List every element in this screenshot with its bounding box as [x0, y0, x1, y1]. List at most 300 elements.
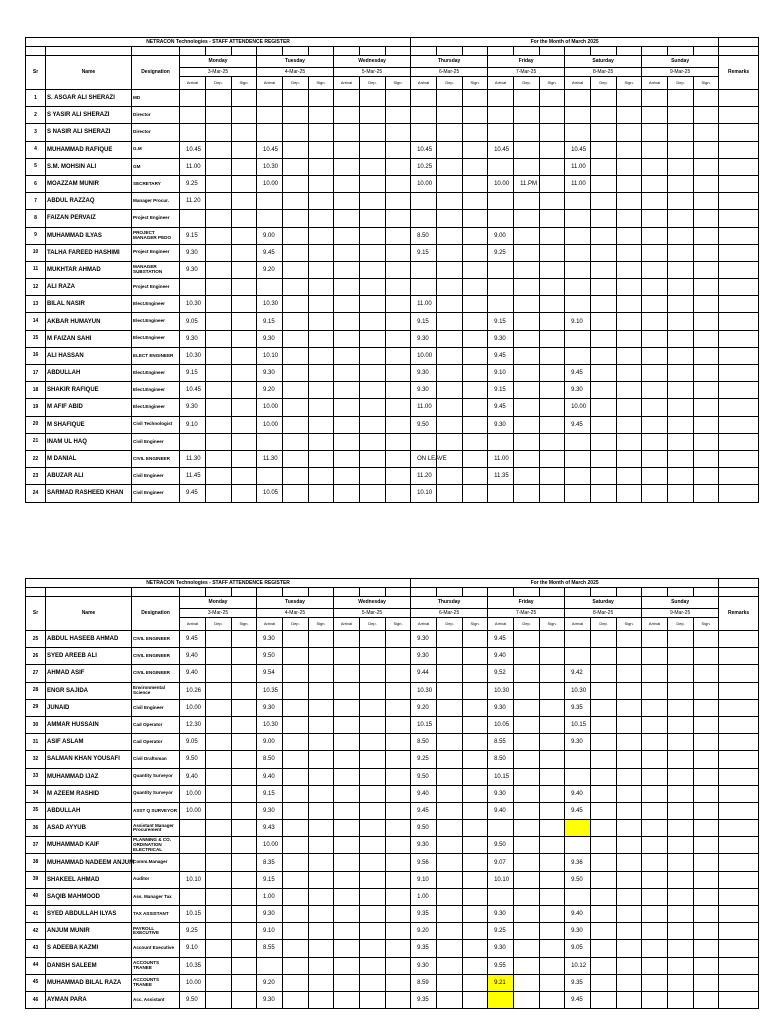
row-designation: CIVIL ENGINEER — [132, 648, 180, 665]
sign-cell — [540, 261, 565, 278]
blank-cell — [360, 588, 386, 597]
arrival-time: 8.35 — [257, 854, 283, 871]
arrival-time: 10.00 — [257, 175, 283, 192]
row-sr: 46 — [26, 991, 46, 1008]
arrival-time: ON LEAVE — [411, 450, 437, 467]
arrival-time — [180, 820, 206, 837]
departure-time — [668, 802, 694, 819]
departure-time — [283, 124, 309, 141]
arrival-time: 10.10 — [411, 485, 437, 502]
sign-cell — [232, 888, 257, 905]
arrival-time: 11.30 — [257, 450, 283, 467]
arrival-time — [488, 279, 514, 296]
arrival-time: 10.45 — [565, 141, 591, 158]
departure-time — [514, 665, 540, 682]
sign-cell — [694, 261, 719, 278]
remarks-cell — [719, 648, 759, 665]
arrival-time: 10.15 — [488, 768, 514, 785]
departure-time — [283, 468, 309, 485]
departure-time — [668, 854, 694, 871]
blank-cell — [591, 588, 617, 597]
sign-cell — [232, 433, 257, 450]
row-sr: 41 — [26, 906, 46, 923]
row-name: TALHA FAREED HASHIMI — [46, 244, 132, 261]
row-name: MUHAMMAD ILYAS — [46, 227, 132, 244]
sub-col-label: Arrival — [642, 618, 668, 631]
row-sr: 4 — [26, 141, 46, 158]
attendance-sheet-page-1 — [25, 37, 750, 503]
row-name: MUHAMMAD NADEEM ANJUM — [46, 854, 132, 871]
arrival-time — [334, 141, 360, 158]
departure-time — [514, 399, 540, 416]
sign-cell — [617, 837, 642, 854]
arrival-time: 9.07 — [488, 854, 514, 871]
arrival-time: 9.44 — [411, 665, 437, 682]
departure-time — [668, 974, 694, 991]
arrival-time: 10.45 — [257, 141, 283, 158]
arrival-time — [334, 716, 360, 733]
blank-cell — [334, 588, 360, 597]
departure-time — [283, 648, 309, 665]
departure-time — [283, 734, 309, 751]
arrival-time: 9.36 — [565, 854, 591, 871]
departure-time — [206, 90, 232, 107]
sign-cell — [540, 468, 565, 485]
arrival-time — [257, 107, 283, 124]
departure-time — [668, 940, 694, 957]
blank-cell — [719, 588, 759, 597]
departure-time — [591, 313, 617, 330]
sign-cell — [232, 468, 257, 485]
departure-time — [360, 751, 386, 768]
departure-time — [437, 888, 463, 905]
arrival-time — [257, 957, 283, 974]
arrival-time: 9.55 — [488, 957, 514, 974]
sign-cell — [694, 450, 719, 467]
sign-cell — [540, 991, 565, 1008]
sign-cell — [309, 923, 334, 940]
sign-cell — [232, 820, 257, 837]
arrival-time — [180, 279, 206, 296]
sign-cell — [309, 682, 334, 699]
sign-cell — [540, 399, 565, 416]
arrival-time: 11.30 — [180, 450, 206, 467]
arrival-time — [334, 854, 360, 871]
departure-time — [437, 399, 463, 416]
sign-cell — [232, 923, 257, 940]
departure-time — [591, 751, 617, 768]
sign-cell — [309, 279, 334, 296]
sign-cell — [232, 330, 257, 347]
sign-cell — [232, 940, 257, 957]
sign-cell — [617, 107, 642, 124]
blank-cell — [463, 47, 488, 56]
day-date: 8-Mar-25 — [565, 68, 642, 77]
departure-time — [591, 888, 617, 905]
remarks-cell — [719, 279, 759, 296]
sign-cell — [617, 682, 642, 699]
arrival-time: 9.15 — [411, 244, 437, 261]
row-name: S YASIR ALI SHERAZI — [46, 107, 132, 124]
arrival-time — [642, 906, 668, 923]
departure-time — [206, 751, 232, 768]
remarks-cell — [719, 158, 759, 175]
arrival-time — [642, 365, 668, 382]
arrival-time: 9.30 — [411, 648, 437, 665]
arrival-time: 10.00 — [257, 416, 283, 433]
blank-cell — [668, 47, 694, 56]
departure-time — [437, 433, 463, 450]
sign-cell — [386, 854, 411, 871]
arrival-time — [334, 991, 360, 1008]
sign-cell — [232, 716, 257, 733]
arrival-time: 9.30 — [488, 785, 514, 802]
arrival-time — [334, 631, 360, 648]
departure-time — [360, 296, 386, 313]
sign-cell — [386, 365, 411, 382]
arrival-time: 8.50 — [257, 751, 283, 768]
table-row — [26, 716, 759, 733]
departure-time — [514, 820, 540, 837]
sign-cell — [232, 871, 257, 888]
arrival-time: 9.50 — [488, 837, 514, 854]
sub-col-label: Dep. — [668, 77, 694, 90]
arrival-time: 9.45 — [180, 485, 206, 502]
arrival-time: 10.00 — [180, 785, 206, 802]
sub-col-label: Dep. — [283, 77, 309, 90]
row-designation: Cad Operator — [132, 734, 180, 751]
arrival-time — [565, 347, 591, 364]
arrival-time — [334, 957, 360, 974]
arrival-time — [488, 90, 514, 107]
sign-cell — [617, 665, 642, 682]
row-sr: 39 — [26, 871, 46, 888]
departure-time — [591, 279, 617, 296]
table-row — [26, 991, 759, 1008]
arrival-time — [334, 227, 360, 244]
row-name: ASAD AYYUB — [46, 820, 132, 837]
sign-cell — [617, 330, 642, 347]
departure-time — [591, 244, 617, 261]
arrival-time — [334, 751, 360, 768]
departure-time — [437, 347, 463, 364]
sign-cell — [386, 107, 411, 124]
arrival-time — [334, 648, 360, 665]
row-sr: 2 — [26, 107, 46, 124]
day-date: 5-Mar-25 — [334, 609, 411, 618]
departure-time — [206, 716, 232, 733]
departure-time — [591, 974, 617, 991]
arrival-time — [334, 785, 360, 802]
sign-cell — [694, 313, 719, 330]
sign-cell — [540, 175, 565, 192]
table-row — [26, 820, 759, 837]
departure-time — [360, 279, 386, 296]
remarks-cell — [719, 193, 759, 210]
departure-time — [206, 906, 232, 923]
departure-time — [360, 906, 386, 923]
departure-time — [514, 210, 540, 227]
row-designation: Project Engineer — [132, 210, 180, 227]
row-designation: CIVIL ENGINEER — [132, 665, 180, 682]
departure-time — [283, 175, 309, 192]
departure-time — [591, 227, 617, 244]
arrival-time: 10.15 — [180, 906, 206, 923]
arrival-time: 9.30 — [257, 631, 283, 648]
row-designation: Cad Operator — [132, 716, 180, 733]
blank-cell — [180, 588, 206, 597]
blank-cell — [719, 38, 759, 47]
sign-cell — [309, 906, 334, 923]
blank-cell — [540, 588, 565, 597]
departure-time — [360, 347, 386, 364]
departure-time — [514, 416, 540, 433]
sign-cell — [463, 261, 488, 278]
sign-cell — [694, 210, 719, 227]
blank-cell — [668, 588, 694, 597]
sign-cell — [463, 279, 488, 296]
arrival-time — [642, 716, 668, 733]
row-designation: CIVIL ENGINEER — [132, 631, 180, 648]
remarks-cell — [719, 107, 759, 124]
departure-time — [437, 330, 463, 347]
sign-cell — [232, 957, 257, 974]
arrival-time: 10.00 — [488, 175, 514, 192]
departure-time — [437, 699, 463, 716]
departure-time — [206, 107, 232, 124]
sign-cell — [540, 631, 565, 648]
row-designation: MANAGER SUBSTATION — [132, 261, 180, 278]
departure-time — [283, 416, 309, 433]
arrival-time: 9.50 — [411, 820, 437, 837]
departure-time — [591, 124, 617, 141]
row-designation: Ass. Manager Tax — [132, 888, 180, 905]
arrival-time: 9.30 — [565, 923, 591, 940]
arrival-time: 9.05 — [565, 940, 591, 957]
remarks-cell — [719, 785, 759, 802]
sign-cell — [617, 433, 642, 450]
arrival-time: 10.12 — [565, 957, 591, 974]
departure-time — [668, 871, 694, 888]
departure-time — [591, 365, 617, 382]
departure-time — [668, 820, 694, 837]
arrival-time: 9.15 — [257, 871, 283, 888]
departure-time — [360, 433, 386, 450]
departure-time — [283, 854, 309, 871]
arrival-time — [334, 682, 360, 699]
sign-cell — [309, 485, 334, 502]
table-row — [26, 90, 759, 107]
departure-time — [206, 227, 232, 244]
departure-time — [283, 923, 309, 940]
arrival-time: 9.10 — [180, 416, 206, 433]
departure-time — [591, 158, 617, 175]
blank-cell — [411, 588, 437, 597]
col-designation: Designation — [132, 597, 180, 631]
departure-time — [360, 158, 386, 175]
remarks-cell — [719, 631, 759, 648]
remarks-cell — [719, 124, 759, 141]
arrival-time: 10.05 — [488, 716, 514, 733]
departure-time — [514, 485, 540, 502]
departure-time — [591, 107, 617, 124]
remarks-cell — [719, 261, 759, 278]
row-designation: Civil Engineer — [132, 433, 180, 450]
arrival-time: 1.00 — [411, 888, 437, 905]
departure-time — [668, 682, 694, 699]
arrival-time: 10.35 — [257, 682, 283, 699]
departure-time — [514, 193, 540, 210]
arrival-time — [642, 244, 668, 261]
row-name: ABDULLAH — [46, 365, 132, 382]
arrival-time: 9.40 — [565, 906, 591, 923]
sub-col-label: Arrival — [257, 77, 283, 90]
arrival-time: 9.30 — [565, 382, 591, 399]
row-name: ALI RAZA — [46, 279, 132, 296]
sign-cell — [694, 244, 719, 261]
row-designation: Project Engineer — [132, 244, 180, 261]
sign-cell — [386, 716, 411, 733]
row-designation: Director — [132, 124, 180, 141]
departure-time — [668, 399, 694, 416]
sign-cell — [386, 193, 411, 210]
sub-col-label: Sign. — [386, 77, 411, 90]
row-name: ANJUM MUNIR — [46, 923, 132, 940]
remarks-cell — [719, 699, 759, 716]
departure-time — [591, 631, 617, 648]
row-sr: 3 — [26, 124, 46, 141]
arrival-time — [565, 450, 591, 467]
col-sr: Sr — [26, 56, 46, 90]
arrival-time — [642, 648, 668, 665]
sign-cell — [309, 416, 334, 433]
remarks-cell — [719, 416, 759, 433]
arrival-time — [180, 854, 206, 871]
departure-time — [283, 751, 309, 768]
arrival-time — [411, 90, 437, 107]
departure-time — [283, 991, 309, 1008]
remarks-cell — [719, 768, 759, 785]
row-designation: PROJECT MANAGER PEDO — [132, 227, 180, 244]
arrival-time: 9.10 — [257, 923, 283, 940]
departure-time — [283, 107, 309, 124]
sub-col-label: Dep. — [514, 77, 540, 90]
remarks-cell — [719, 433, 759, 450]
sign-cell — [386, 888, 411, 905]
arrival-time: 11.00 — [488, 450, 514, 467]
row-designation: Civil Engineer — [132, 485, 180, 502]
arrival-time: 1.00 — [257, 888, 283, 905]
sub-col-label: Dep. — [437, 77, 463, 90]
departure-time — [591, 957, 617, 974]
sign-cell — [309, 330, 334, 347]
arrival-time: 9.45 — [565, 991, 591, 1008]
departure-time — [514, 141, 540, 158]
departure-time — [668, 365, 694, 382]
arrival-time: 9.40 — [488, 802, 514, 819]
departure-time — [360, 107, 386, 124]
sign-cell — [232, 974, 257, 991]
departure-time — [591, 175, 617, 192]
row-name: SYED AREEB ALI — [46, 648, 132, 665]
day-date: 4-Mar-25 — [257, 609, 334, 618]
row-sr: 16 — [26, 347, 46, 364]
row-sr: 25 — [26, 631, 46, 648]
arrival-time: 10.45 — [180, 382, 206, 399]
sign-cell — [617, 485, 642, 502]
row-sr: 42 — [26, 923, 46, 940]
departure-time — [668, 699, 694, 716]
remarks-cell — [719, 175, 759, 192]
col-remarks: Remarks — [719, 597, 759, 631]
arrival-time: 9.00 — [257, 734, 283, 751]
arrival-time — [565, 227, 591, 244]
sign-cell — [540, 802, 565, 819]
sign-cell — [617, 699, 642, 716]
arrival-time: 9.30 — [488, 330, 514, 347]
sign-cell — [694, 871, 719, 888]
arrival-time — [642, 820, 668, 837]
sign-cell — [463, 957, 488, 974]
remarks-cell — [719, 450, 759, 467]
blank-cell — [46, 588, 132, 597]
arrival-time — [642, 124, 668, 141]
arrival-time — [257, 90, 283, 107]
sign-cell — [540, 648, 565, 665]
sub-col-label: Dep. — [437, 618, 463, 631]
row-name: S.M. MOHSIN ALI — [46, 158, 132, 175]
departure-time — [360, 837, 386, 854]
table-row — [26, 450, 759, 467]
arrival-time — [411, 107, 437, 124]
departure-time — [283, 244, 309, 261]
arrival-time: 9.35 — [411, 906, 437, 923]
table-row — [26, 107, 759, 124]
departure-time — [360, 974, 386, 991]
departure-time — [668, 158, 694, 175]
remarks-cell — [719, 734, 759, 751]
departure-time — [206, 854, 232, 871]
arrival-time: 8.50 — [488, 751, 514, 768]
arrival-time — [257, 210, 283, 227]
arrival-time — [565, 485, 591, 502]
row-name: ABDULLAH — [46, 802, 132, 819]
arrival-time: 10.30 — [180, 347, 206, 364]
arrival-time: 10.45 — [488, 141, 514, 158]
departure-time — [283, 141, 309, 158]
day-name: Monday — [180, 56, 257, 68]
sign-cell — [309, 665, 334, 682]
arrival-time: 10.30 — [257, 296, 283, 313]
departure-time — [514, 296, 540, 313]
departure-time — [591, 682, 617, 699]
arrival-time — [334, 365, 360, 382]
table-row — [26, 416, 759, 433]
sign-cell — [540, 682, 565, 699]
sign-cell — [386, 871, 411, 888]
departure-time — [360, 244, 386, 261]
sign-cell — [232, 416, 257, 433]
arrival-time — [334, 485, 360, 502]
sub-col-label: Arrival — [565, 77, 591, 90]
sign-cell — [617, 365, 642, 382]
row-name: ABDUL HASEEB AHMAD — [46, 631, 132, 648]
sign-cell — [386, 734, 411, 751]
sign-cell — [386, 90, 411, 107]
arrival-time — [565, 433, 591, 450]
arrival-time: 9.45 — [180, 631, 206, 648]
remarks-cell — [719, 854, 759, 871]
